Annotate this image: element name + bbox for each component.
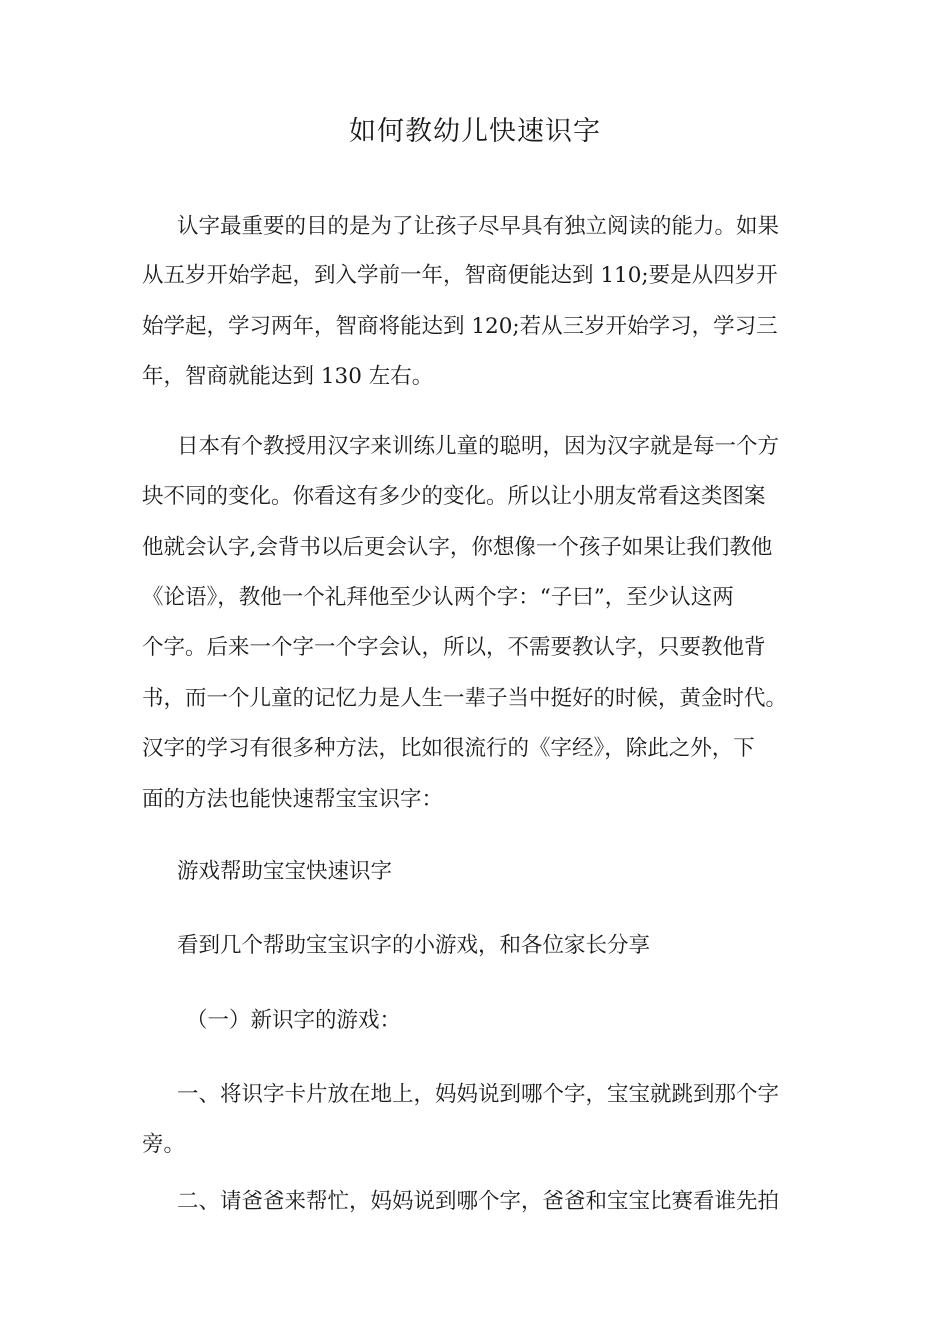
paragraph-line: 始学起，学习两年，智商将能达到 120;若从三岁开始学习，学习三 [142, 314, 778, 339]
section-heading: 游戏帮助宝宝快速识字 [177, 859, 393, 884]
paragraph-line: 面的方法也能快速帮宝宝识字： [142, 787, 444, 812]
paragraph-line: 《论语》，教他一个礼拜他至少认两个字：“子曰”，至少认这两 [142, 585, 734, 610]
subsection-heading: （一）新识字的游戏： [186, 1008, 402, 1033]
document-title: 如何教幼儿快速识字 [349, 116, 601, 147]
paragraph-line: 书，而一个儿童的记忆力是人生一辈子当中挺好的时候，黄金时代。 [142, 686, 788, 711]
paragraph-line: 年，智商就能达到 130 左右。 [142, 364, 434, 389]
paragraph-line: 汉字的学习有很多种方法，比如很流行的《字经》，除此之外，下 [142, 736, 755, 761]
paragraph-line: 块不同的变化。你看这有多少的变化。所以让小朋友常看这类图案 [142, 484, 766, 509]
list-item-line: 二、请爸爸来帮忙，妈妈说到哪个字，爸爸和宝宝比赛看谁先拍 [177, 1189, 780, 1214]
paragraph-line: 从五岁开始学起，到入学前一年，智商便能达到 110;要是从四岁开 [142, 263, 778, 288]
paragraph-line: 看到几个帮助宝宝识字的小游戏，和各位家长分享 [177, 933, 651, 958]
paragraph-line: 他就会认字,会背书以后更会认字，你想像一个孩子如果让我们教他 [142, 535, 773, 560]
list-item-line: 旁。 [142, 1132, 186, 1157]
paragraph-line: 认字最重要的目的是为了让孩子尽早具有独立阅读的能力。如果 [177, 214, 780, 239]
paragraph-line: 个字。后来一个字一个字会认，所以，不需要教认字，只要教他背 [142, 635, 766, 660]
list-item-line: 一、将识字卡片放在地上，妈妈说到哪个字，宝宝就跳到那个字 [177, 1082, 780, 1107]
paragraph-line: 日本有个教授用汉字来训练儿童的聪明，因为汉字就是每一个方 [177, 434, 780, 459]
